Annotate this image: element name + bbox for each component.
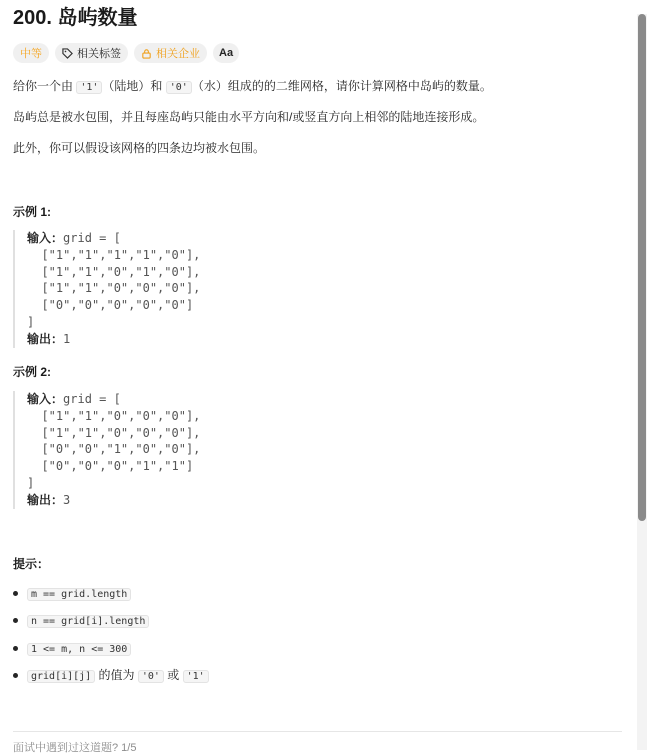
topic-tags-button[interactable] — [55, 43, 128, 63]
company-tags-button[interactable] — [134, 43, 207, 63]
interview-question-prompt[interactable]: 面试中遇到过这道题? 1/5 — [13, 742, 137, 754]
example-2-block: 输入：grid = [ ["1","1","0","0","0"], ["1","1","0","0","0"], ["0","0","1","0","0"], ["0","0","0","1","1"] ] 输出：3 — [13, 391, 627, 509]
example-1-heading: 示例 1: — [13, 205, 52, 219]
example-2-heading: 示例 2: — [13, 365, 52, 379]
constraints-heading: 提示： — [13, 557, 50, 571]
scrollbar-thumb[interactable] — [638, 14, 646, 521]
list-item: m == grid.length — [13, 584, 209, 611]
font-size-icon: Aa — [219, 47, 234, 59]
example-1-block: 输入：grid = [ ["1","1","1","1","0"], ["1","1","0","1","0"], ["1","1","0","0","0"], ["0","0","0","0","0"] ] 输出：1 — [13, 230, 627, 348]
company-tags-label: 相关企业 — [156, 48, 200, 60]
section-divider — [13, 731, 622, 732]
font-size-button[interactable] — [213, 43, 239, 63]
tag-bar — [13, 43, 239, 63]
constraints-list — [13, 584, 209, 693]
list-item: grid[i][j] 的值为 '0' 或 '1' — [13, 666, 209, 693]
description-paragraph-3: 此外，你可以假设该网格的四条边均被水包围。 — [13, 141, 266, 155]
problem-title: 200. 岛屿数量 — [13, 7, 138, 29]
lock-icon — [141, 48, 152, 59]
description-paragraph-1: 给你一个由 '1' （陆地）和 '0' （水）组成的的二维网格，请你计算网格中岛屿的数量。 — [13, 79, 492, 93]
difficulty-badge: 中等 — [13, 43, 49, 63]
list-item: 1 <= m, n <= 300 — [13, 639, 209, 666]
topic-tags-label: 相关标签 — [77, 48, 121, 60]
description-paragraph-2: 岛屿总是被水包围，并且每座岛屿只能由水平方向和/或竖直方向上相邻的陆地连接形成。 — [13, 110, 485, 124]
tag-icon — [62, 48, 73, 59]
list-item: n == grid[i].length — [13, 611, 209, 638]
